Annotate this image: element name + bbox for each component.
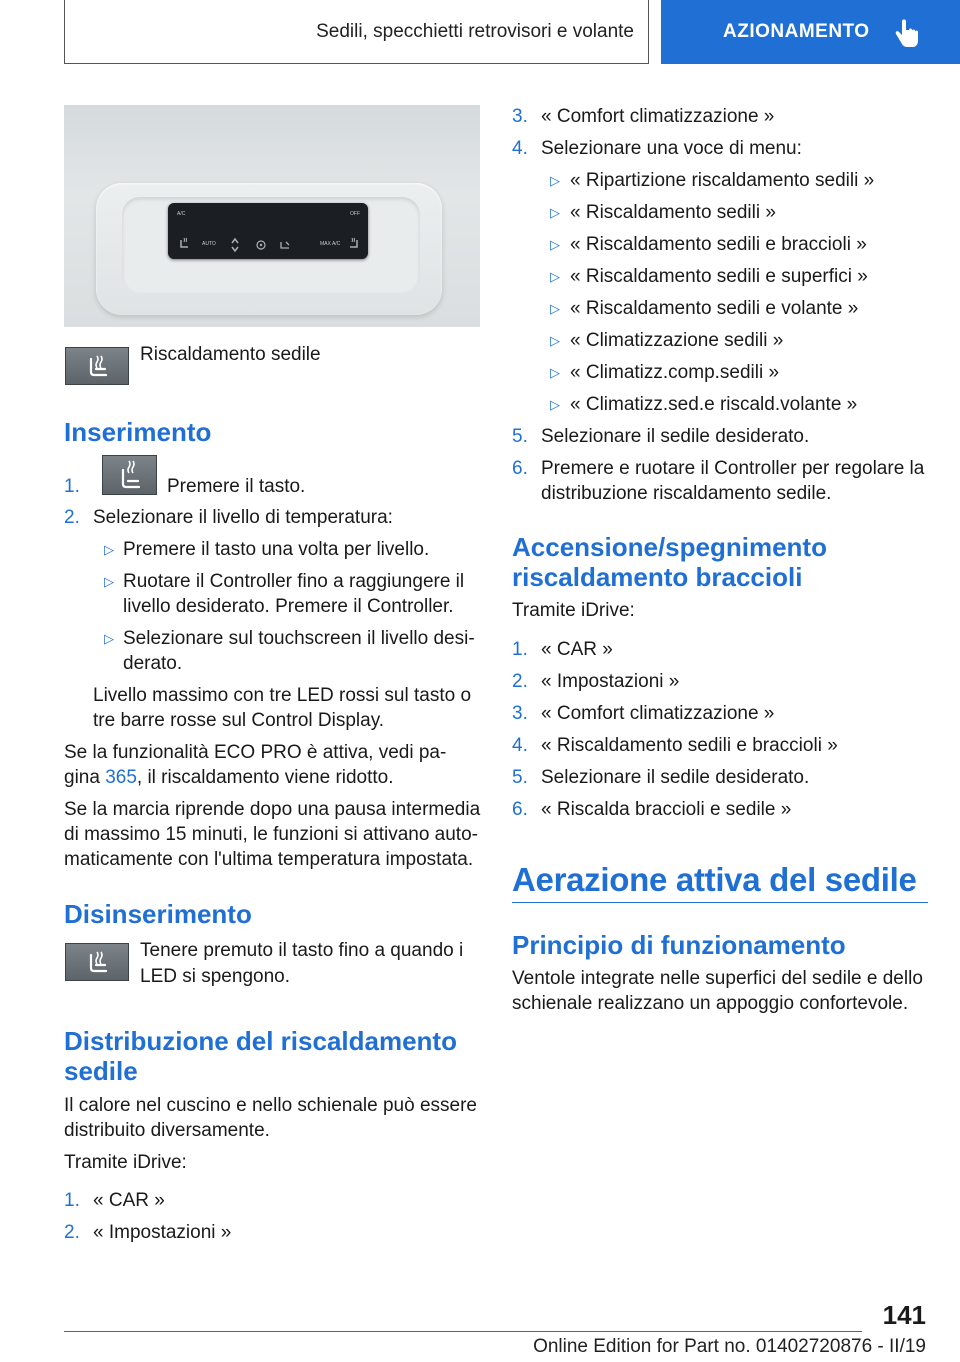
step-number: 1. [64,1190,80,1211]
page-number: 141 [882,1300,926,1330]
step-text: « Riscalda braccioli e sedile » [541,799,792,820]
aerazione-body: schienale realizzano un appoggio confortevole. [512,993,909,1014]
bullet-triangle-icon: ▷ [550,301,560,316]
distribuzione-body: distribuito diversamente. [64,1120,270,1141]
distribuzione-body: Il calore nel cuscino e nello schienale può essere [64,1095,477,1116]
bullet-text: livello desiderato. Premere il Controller. [123,596,454,617]
panel-label-off: OFF [350,211,360,217]
panel-seat-heat-right-icon [346,237,360,251]
step-number: 6. [512,458,528,479]
bullet-triangle-icon: ▷ [104,542,114,557]
seat-heating-icon [66,944,130,982]
step-text: « Riscaldamento sedili e braccioli » [541,735,838,756]
braccioli-heading-line2: riscaldamento braccioli [512,562,803,592]
menu-option: « Climatizzazione sedili » [570,330,784,351]
bullet-triangle-icon: ▷ [550,173,560,188]
step-text: Premere il tasto. [167,476,306,497]
idrive-intro: Tramite iDrive: [64,1152,187,1173]
step-text: « Impostazioni » [541,671,680,692]
bullet-triangle-icon: ▷ [550,333,560,348]
bullet-triangle-icon: ▷ [550,365,560,380]
hand-pointer-icon [894,19,920,49]
bullet-triangle-icon: ▷ [104,574,114,589]
photo-caption: Riscaldamento sedile [140,344,321,365]
step-text: « Impostazioni » [93,1222,232,1243]
step-number: 2. [512,671,528,692]
chapter-title: AZIONAMENTO [723,21,870,42]
disinserimento-text: LED si spengono. [140,966,290,987]
menu-option: « Ripartizione riscaldamento sedili » [570,170,875,191]
menu-option: « Riscaldamento sedili » [570,202,776,223]
inserimento-heading: Inserimento [64,417,212,447]
menu-option: « Climatizz.comp.sedili » [570,362,780,383]
step-number: 2. [64,1222,80,1243]
menu-option: « Riscaldamento sedili e superfici » [570,266,868,287]
step-number: 2. [64,507,80,528]
eco-pro-text: Se la funzionalità ECO PRO è attiva, vedi pa- [64,742,447,763]
panel-label-auto: AUTO [202,241,216,247]
panel-seat-heat-icon [178,237,192,251]
footer-divider [64,1331,862,1332]
menu-option: « Riscaldamento sedili e volante » [570,298,859,319]
step-text: Selezionare il livello di temperatura: [93,507,393,528]
note-text: tre barre rosse sul Control Display. [93,710,385,731]
step-number: 6. [512,799,528,820]
step-number: 4. [512,138,528,159]
note-text: Livello massimo con tre LED rossi sul tasto o [93,685,472,706]
menu-option: « Climatizz.sed.e riscald.volante » [570,394,858,415]
panel-label-ac: A/C [177,211,186,217]
distribuzione-heading-line2: sedile [64,1056,138,1086]
step-text: distribuzione riscaldamento sedile. [541,483,832,504]
eco-pro-text-line2: gina 365, il riscaldamento viene ridotto. [64,767,394,788]
step-text: Selezionare una voce di menu: [541,138,802,159]
page-link-365[interactable]: 365 [105,767,137,788]
panel-airflow-icon [278,238,292,252]
panel-label-max-ac: MAX A/C [320,241,341,247]
step-text: « Comfort climatizzazione » [541,703,775,724]
bullet-triangle-icon: ▷ [550,237,560,252]
disinserimento-text: Tenere premuto il tasto fino a quando i [140,940,464,961]
step-number: 1. [512,639,528,660]
footer-edition: Online Edition for Part no. 01402720876 - II/19 [533,1336,926,1357]
braccioli-heading: Accensione/spegnimento [512,532,827,562]
panel-temp-arrows-icon [230,237,240,253]
restart-text: Se la marcia riprende dopo una pausa intermedia [64,799,481,820]
aerazione-heading: Aerazione attiva del sedile [512,861,917,898]
rear-climate-control-panel [168,203,368,259]
step-number: 3. [512,106,528,127]
section-divider [512,902,928,903]
restart-text: di massimo 15 minuti, le funzioni si attivano auto- [64,824,478,845]
distribuzione-heading: Distribuzione del riscaldamento [64,1026,457,1056]
menu-option: « Riscaldamento sedili e braccioli » [570,234,867,255]
bullet-triangle-icon: ▷ [550,397,560,412]
step-text: Selezionare il sedile desiderato. [541,767,810,788]
step-number: 5. [512,426,528,447]
bullet-triangle-icon: ▷ [550,269,560,284]
idrive-intro: Tramite iDrive: [512,600,635,621]
bullet-triangle-icon: ▷ [550,205,560,220]
step-text: « CAR » [93,1190,165,1211]
panel-fan-icon [254,239,268,251]
seat-heating-icon-tile [65,347,129,385]
header-chapter-tab[interactable] [661,0,960,64]
principio-heading: Principio di funzionamento [512,930,846,960]
step-text: Premere e ruotare il Controller per regolare la [541,458,925,479]
seat-heating-icon [66,348,130,386]
step-number: 3. [512,703,528,724]
bullet-text: Selezionare sul touchscreen il livello desi- [123,628,475,649]
step-text: « Comfort climatizzazione » [541,106,775,127]
step-number: 5. [512,767,528,788]
step-number: 4. [512,735,528,756]
bullet-text: Ruotare il Controller fino a raggiungere il [123,571,465,592]
step-text: « CAR » [541,639,613,660]
climate-panel-photo [64,105,480,327]
bullet-triangle-icon: ▷ [104,631,114,646]
section-title: Sedili, specchietti retrovisori e volante [316,20,634,42]
seat-heating-button-tile [102,455,157,495]
bullet-text: Premere il tasto una volta per livello. [123,539,430,560]
seat-heating-icon [103,456,158,496]
seat-heating-icon-tile [65,943,129,981]
step-text: Selezionare il sedile desiderato. [541,426,810,447]
aerazione-body: Ventole integrate nelle superfici del sedile e dello [512,968,923,989]
header-section-title [64,0,649,64]
restart-text: maticamente con l'ultima temperatura impostata. [64,849,474,870]
step-number: 1. [64,476,80,497]
disinserimento-heading: Disinserimento [64,899,252,929]
bullet-text: derato. [123,653,183,674]
